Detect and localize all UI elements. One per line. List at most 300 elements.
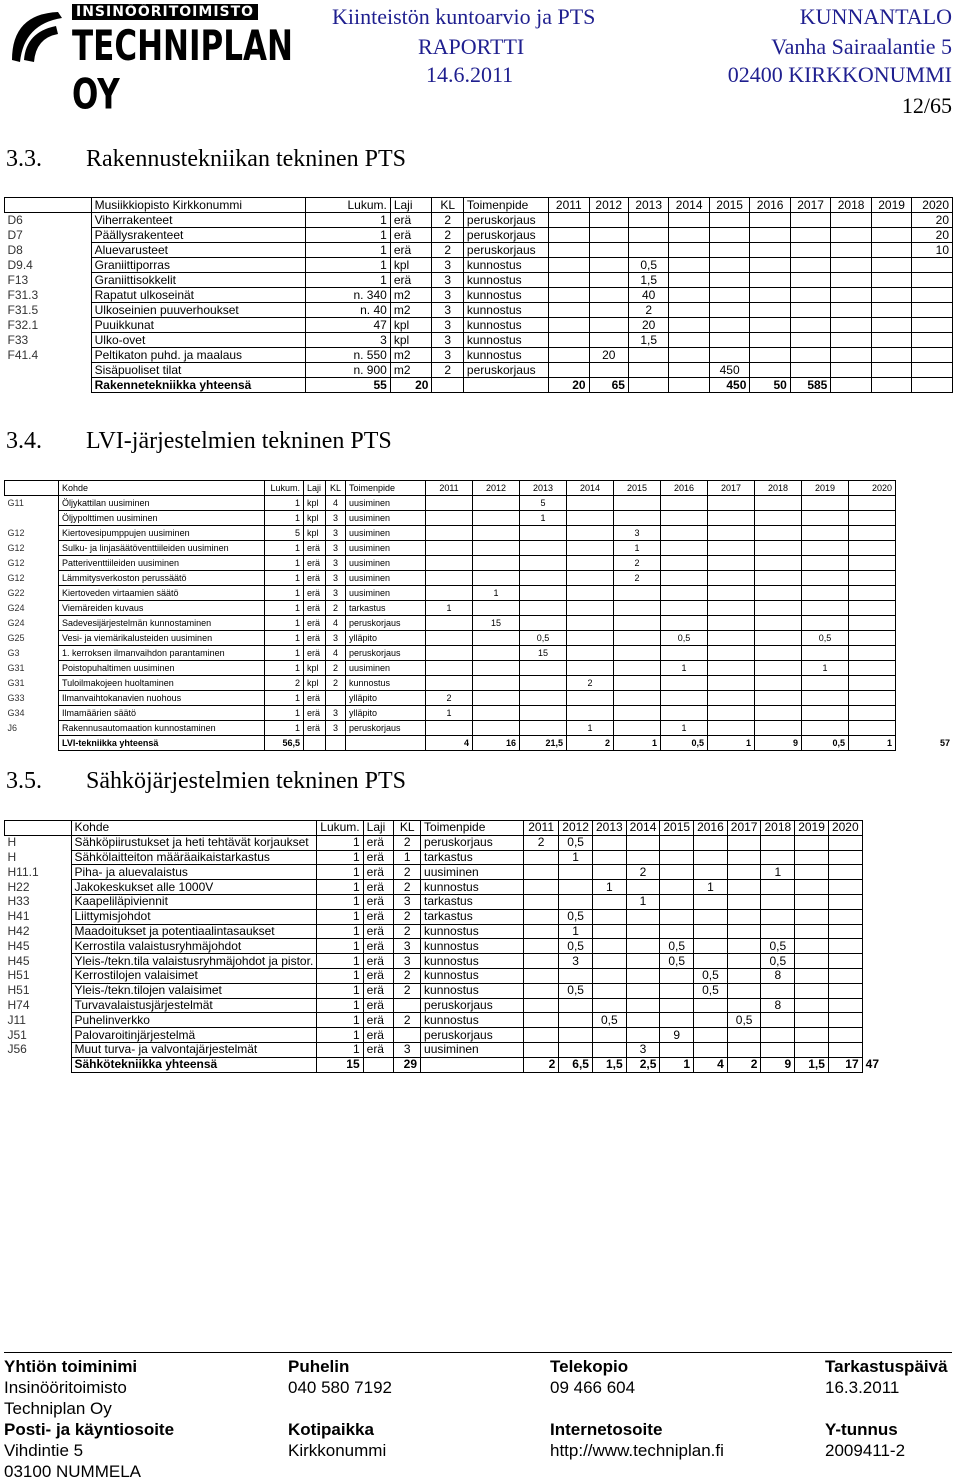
table-cell: 3 [394, 939, 421, 954]
table-cell [727, 894, 761, 909]
table-row [5, 273, 953, 288]
table-cell: 0,5 [559, 835, 593, 850]
table-cell: 9 [761, 1057, 795, 1072]
table-cell [628, 363, 668, 378]
row-label: Vesi- ja viemärikalusteiden uusiminen [59, 631, 265, 646]
table-row [5, 954, 883, 969]
table-cell: 1 [614, 541, 661, 556]
table-cell [828, 865, 862, 880]
table-cell [567, 616, 614, 631]
table-cell [795, 939, 829, 954]
table-cell [669, 243, 709, 258]
table-cell: 1 [426, 706, 473, 721]
table-cell: kpl [304, 526, 326, 541]
row-label: Musiikkiopisto Kirkkonummi [91, 198, 306, 213]
table-cell: 3 [614, 526, 661, 541]
table-cell [802, 586, 849, 601]
table-cell [559, 968, 593, 983]
table-cell [694, 924, 728, 939]
table-row [5, 318, 953, 333]
table-cell [661, 541, 708, 556]
table-cell [694, 894, 728, 909]
table-cell: m2 [390, 348, 432, 363]
table-cell [660, 924, 694, 939]
table-cell [567, 541, 614, 556]
table-header-row [5, 481, 954, 496]
row-code: H45 [7, 938, 30, 953]
table-cell [626, 880, 660, 895]
row-code: H42 [7, 924, 30, 938]
table-cell [426, 511, 473, 526]
table-cell: 0,5 [559, 939, 593, 954]
table-cell [709, 273, 749, 288]
table-cell: uusiminen [421, 1042, 524, 1057]
table-cell: 1 [265, 556, 304, 571]
table-cell: Laji [304, 481, 326, 496]
table-cell [790, 258, 830, 273]
table-cell: erä [363, 998, 394, 1013]
table-cell [750, 363, 790, 378]
table-cell [708, 496, 755, 511]
footer-label: Puhelin [288, 1357, 350, 1376]
table-cell [802, 511, 849, 526]
table-cell: 4 [326, 616, 346, 631]
total-grand: 47 [865, 1057, 879, 1072]
table-cell: 2 [394, 865, 421, 880]
row-code: J11 [7, 1012, 26, 1027]
table-cell: m2 [390, 288, 432, 303]
table-cell [567, 691, 614, 706]
table-cell [828, 880, 862, 895]
table-cell: 1 [306, 213, 390, 228]
table-cell [871, 288, 911, 303]
table-cell [750, 303, 790, 318]
table-cell [523, 998, 558, 1013]
table-cell [473, 571, 520, 586]
table-cell: erä [304, 706, 326, 721]
table-cell: 2020 [849, 481, 896, 496]
table-cell [660, 880, 694, 895]
table-cell: 2 [394, 968, 421, 983]
table-cell: 0,5 [802, 736, 849, 751]
table-cell: Laji [390, 198, 432, 213]
table-cell: KL [394, 821, 421, 836]
table-cell: KL [432, 198, 463, 213]
table-cell [421, 1057, 524, 1072]
table-cell: erä [363, 968, 394, 983]
table-cell [727, 983, 761, 998]
company-logo [6, 4, 306, 120]
table-cell [549, 318, 589, 333]
row-label: Kiertovesipumppujen uusiminen [59, 526, 265, 541]
table-cell: 2019 [871, 198, 911, 213]
table-cell [589, 228, 628, 243]
table-cell: 4 [426, 736, 473, 751]
table-cell: 2018 [761, 821, 795, 836]
table-cell: peruskorjaus [463, 243, 548, 258]
table-cell [614, 676, 661, 691]
table-cell: 2014 [626, 821, 660, 836]
table-cell [559, 865, 593, 880]
table-cell [549, 258, 589, 273]
table-cell: 2 [394, 909, 421, 924]
table-cell: tarkastus [421, 894, 524, 909]
lvi-table [4, 480, 953, 751]
row-code: G12 [7, 558, 25, 568]
row-label: 1. kerroksen ilmanvaihdon parantaminen [59, 646, 265, 661]
table-cell [795, 1028, 829, 1043]
table-cell [426, 556, 473, 571]
table-cell [473, 721, 520, 736]
sahko-table [4, 820, 882, 1073]
table-cell: 47 [306, 318, 390, 333]
table-cell [849, 511, 896, 526]
table-cell [520, 676, 567, 691]
table-cell [660, 909, 694, 924]
table-cell: 2 [567, 736, 614, 751]
row-label: Yleis-/tekn.tilojen valaisimet [71, 983, 317, 998]
table-cell: 2 [426, 691, 473, 706]
row-code: G11 [7, 498, 24, 509]
table-cell [795, 983, 829, 998]
footer-website-link[interactable]: http://www.techniplan.fi [550, 1441, 724, 1460]
table-cell: 2011 [549, 198, 589, 213]
table-cell [849, 691, 896, 706]
table-cell [559, 998, 593, 1013]
table-cell [727, 1042, 761, 1057]
table-cell: 1 [559, 850, 593, 865]
table-cell [708, 706, 755, 721]
table-cell [708, 601, 755, 616]
table-cell [802, 721, 849, 736]
table-cell [912, 258, 953, 273]
table-cell [520, 661, 567, 676]
table-cell: kunnostus [421, 968, 524, 983]
table-row [5, 983, 883, 998]
table-cell: 2012 [473, 481, 520, 496]
table-cell: 1 [317, 1013, 363, 1028]
table-cell [912, 288, 953, 303]
footer-phone [288, 1356, 392, 1461]
table-cell [709, 213, 749, 228]
table-cell [394, 998, 421, 1013]
table-cell: 1 [265, 631, 304, 646]
table-cell [346, 736, 426, 751]
table-cell [567, 496, 614, 511]
row-label: Graniittiporras [91, 258, 306, 273]
footer-label: Kotipaikka [288, 1420, 374, 1439]
table-cell: n. 900 [306, 363, 390, 378]
row-label: Aluevarusteet [91, 243, 306, 258]
table-row [5, 909, 883, 924]
table-cell: 585 [790, 378, 830, 393]
table-cell [523, 1013, 558, 1028]
table-cell [660, 835, 694, 850]
table-cell [709, 243, 749, 258]
table-cell: 3 [559, 954, 593, 969]
building-address: Vanha Sairaalantie 5 [771, 34, 952, 59]
table-cell: 1 [317, 924, 363, 939]
table-cell [708, 616, 755, 631]
table-cell [727, 835, 761, 850]
table-cell: 0,5 [628, 258, 668, 273]
table-cell [523, 865, 558, 880]
table-row [5, 363, 953, 378]
table-cell: 1 [661, 661, 708, 676]
table-cell [831, 243, 871, 258]
table-cell: 2020 [828, 821, 862, 836]
footer-value: Insinööritoimisto [4, 1378, 127, 1397]
footer-label: Internetosoite [550, 1420, 663, 1439]
table-row [5, 511, 954, 526]
table-row [5, 968, 883, 983]
table-cell: 1 [265, 511, 304, 526]
table-cell: 2 [394, 835, 421, 850]
table-cell: uusiminen [346, 571, 426, 586]
table-cell: 15 [473, 616, 520, 631]
table-cell [567, 556, 614, 571]
table-cell: 2 [394, 924, 421, 939]
table-cell: 1 [317, 880, 363, 895]
table-cell: kunnostus [463, 303, 548, 318]
table-cell [660, 1013, 694, 1028]
table-cell: 3 [432, 258, 463, 273]
table-cell [473, 526, 520, 541]
table-cell: 2013 [592, 821, 626, 836]
table-cell [614, 646, 661, 661]
table-cell: 56,5 [265, 736, 304, 751]
table-cell: 1 [559, 924, 593, 939]
table-cell: kunnostus [463, 273, 548, 288]
table-cell: 2013 [520, 481, 567, 496]
table-cell [831, 273, 871, 288]
row-label: Kerrostilojen valaisimet [71, 968, 317, 983]
table-cell: 3 [394, 954, 421, 969]
row-code: G12 [7, 573, 25, 583]
table-cell: 8 [761, 998, 795, 1013]
table-cell: Toimenpide [463, 198, 548, 213]
table-cell: kunnostus [421, 939, 524, 954]
row-code [5, 821, 72, 836]
table-cell [628, 213, 668, 228]
table-cell: Laji [363, 821, 394, 836]
table-cell [831, 213, 871, 228]
table-cell: 1 [265, 586, 304, 601]
table-cell: 2011 [523, 821, 558, 836]
table-cell [426, 526, 473, 541]
table-cell: 0,5 [660, 954, 694, 969]
table-cell: kunnostus [463, 348, 548, 363]
table-cell [660, 983, 694, 998]
table-cell [549, 348, 589, 363]
table-cell [661, 646, 708, 661]
table-cell: 1 [660, 1057, 694, 1072]
table-cell: 1 [317, 968, 363, 983]
footer-label: Tarkastuspäivä [825, 1357, 948, 1376]
table-cell: erä [304, 646, 326, 661]
table-cell [626, 1028, 660, 1043]
section-number: 3.3. [6, 146, 42, 172]
table-cell: 2 [394, 983, 421, 998]
row-code: D9.4 [7, 258, 33, 272]
row-label: Sähköpiirustukset ja heti tehtävät korjaukset [71, 835, 317, 850]
table-cell: 10 [912, 243, 953, 258]
table-cell [795, 1042, 829, 1057]
table-cell: 2 [628, 303, 668, 318]
table-cell: 450 [709, 363, 749, 378]
row-label: Yleis-/tekn.tila valaistusryhmäjohdot ja pistor. [71, 954, 317, 969]
table-cell [661, 601, 708, 616]
row-code: G12 [7, 543, 25, 553]
row-label: Graniittisokkelit [91, 273, 306, 288]
row-code [5, 363, 92, 378]
table-cell [831, 318, 871, 333]
table-cell: 2 [394, 880, 421, 895]
row-label: Poistopuhaltimen uusiminen [59, 661, 265, 676]
table-cell [661, 676, 708, 691]
table-cell [523, 1042, 558, 1057]
table-row [5, 616, 954, 631]
table-cell [761, 1013, 795, 1028]
table-cell: 3 [326, 526, 346, 541]
row-label: Sähkölaitteiton määräaikaistarkastus [71, 850, 317, 865]
table-cell [520, 721, 567, 736]
table-cell: erä [363, 1028, 394, 1043]
table-cell [473, 541, 520, 556]
table-cell [755, 586, 802, 601]
row-label: Patteriventtiileiden uusiminen [59, 556, 265, 571]
table-cell: 1 [317, 954, 363, 969]
table-cell [795, 1013, 829, 1028]
table-cell: 20 [549, 378, 589, 393]
table-cell [426, 676, 473, 691]
footer-value: Techniplan Oy [4, 1399, 112, 1418]
row-label: Rapatut ulkoseinät [91, 288, 306, 303]
table-row [5, 288, 953, 303]
table-cell: 1 [317, 850, 363, 865]
row-code: H11.1 [7, 864, 39, 879]
table-cell: 2014 [669, 198, 709, 213]
table-cell: erä [304, 616, 326, 631]
table-cell: erä [390, 273, 432, 288]
table-cell [626, 939, 660, 954]
table-cell [660, 1042, 694, 1057]
table-cell: 0,5 [761, 954, 795, 969]
table-cell: 0,5 [592, 1013, 626, 1028]
table-cell [567, 631, 614, 646]
table-cell [755, 676, 802, 691]
table-cell [802, 706, 849, 721]
table-cell [628, 378, 668, 393]
table-cell: Toimenpide [421, 821, 524, 836]
table-cell [567, 586, 614, 601]
table-cell [592, 998, 626, 1013]
table-cell [426, 661, 473, 676]
row-label: Maadoitukset ja potentiaalintasaukset [71, 924, 317, 939]
table-cell [750, 273, 790, 288]
row-label: Kaapeliläpiviennit [71, 894, 317, 909]
table-cell [708, 571, 755, 586]
footer-fax [550, 1356, 724, 1461]
table-cell [828, 894, 862, 909]
table-cell: 2013 [628, 198, 668, 213]
footer-value: 2009411-2 [825, 1441, 906, 1460]
row-label: Viemäreiden kuvaus [59, 601, 265, 616]
table-cell: 3 [306, 333, 390, 348]
table-cell [795, 880, 829, 895]
table-cell: 2015 [614, 481, 661, 496]
table-cell: 16 [473, 736, 520, 751]
row-label: Sisäpuoliset tilat [91, 363, 306, 378]
table-cell: 1 [265, 601, 304, 616]
row-label: Öljypolttimen uusiminen [59, 511, 265, 526]
table-cell: 3 [394, 894, 421, 909]
table-cell: uusiminen [346, 556, 426, 571]
table-cell: 1 [761, 865, 795, 880]
table-cell: erä [304, 691, 326, 706]
table-cell [708, 556, 755, 571]
table-cell [626, 983, 660, 998]
table-cell [432, 378, 463, 393]
row-label: Tuloilmakojeen huoltaminen [59, 676, 265, 691]
table-cell [790, 348, 830, 363]
table-cell [589, 243, 628, 258]
table-cell: 0,5 [694, 983, 728, 998]
table-cell [363, 1057, 394, 1072]
section-number: 3.5. [6, 768, 42, 794]
row-code: G22 [7, 588, 25, 598]
table-cell [614, 586, 661, 601]
table-cell: 40 [628, 288, 668, 303]
table-cell [849, 571, 896, 586]
table-cell: 1 [317, 983, 363, 998]
table-cell [694, 835, 728, 850]
table-cell: 3 [394, 1042, 421, 1057]
table-cell [626, 850, 660, 865]
table-cell: erä [390, 213, 432, 228]
table-cell [755, 541, 802, 556]
table-cell: 3 [326, 721, 346, 736]
table-cell: 1 [265, 706, 304, 721]
table-cell [592, 850, 626, 865]
table-cell: 1 [802, 661, 849, 676]
row-code: G25 [7, 633, 25, 643]
table-cell [592, 1028, 626, 1043]
table-cell: 21,5 [520, 736, 567, 751]
table-cell [802, 556, 849, 571]
rakennustekniikka-table [4, 197, 953, 393]
table-row [5, 348, 953, 363]
table-cell [523, 909, 558, 924]
table-cell: kunnostus [421, 983, 524, 998]
table-cell [5, 1057, 72, 1072]
table-cell: 2 [614, 556, 661, 571]
table-cell [755, 511, 802, 526]
row-label: Ilmamäärien säätö [59, 706, 265, 721]
table-cell [708, 511, 755, 526]
table-cell [426, 496, 473, 511]
table-cell [660, 998, 694, 1013]
table-cell [426, 721, 473, 736]
table-row [5, 333, 953, 348]
table-cell [709, 333, 749, 348]
logo-main-text: TECHNIPLAN OY [72, 22, 293, 120]
table-cell [795, 998, 829, 1013]
row-code: H [7, 850, 17, 864]
table-cell [589, 333, 628, 348]
table-cell: 1,5 [795, 1057, 829, 1072]
logo-top-text: INSINÖÖRITOIMISTO [72, 4, 258, 20]
